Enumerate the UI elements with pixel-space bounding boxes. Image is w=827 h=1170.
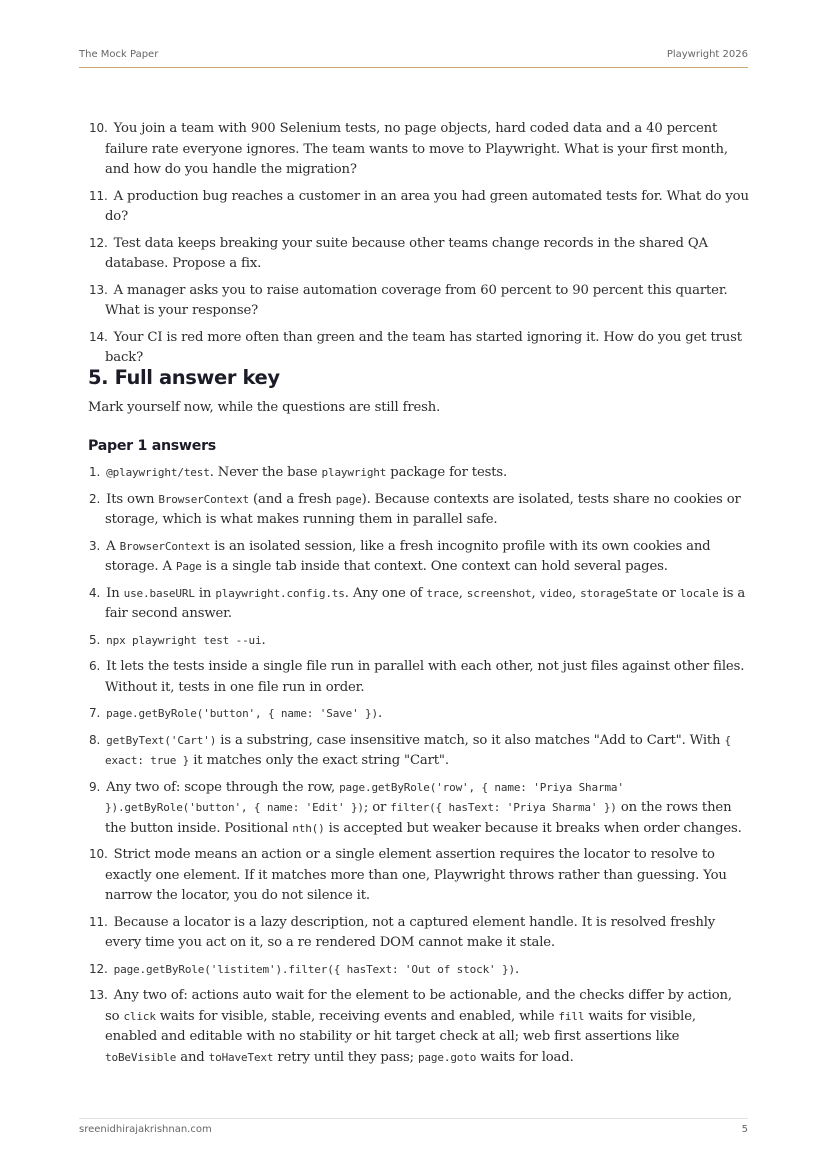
code-snippet: playwright.config.ts (215, 586, 345, 600)
answer-text: (and a fresh (248, 491, 336, 507)
code-snippet: BrowserContext (158, 492, 249, 506)
answer-item-number: 12. (89, 961, 108, 976)
code-snippet: getByText('Cart') (106, 733, 217, 747)
question-item (89, 280, 749, 322)
code-snippet: toHaveText (208, 1050, 274, 1064)
answer-text: package for tests. (386, 465, 508, 480)
code-snippet: playwright (321, 466, 387, 479)
answer-item-number: 11. (89, 914, 108, 929)
answer-item (89, 489, 749, 531)
code-snippet: screenshot (466, 586, 532, 600)
code-snippet: use.baseURL (123, 586, 195, 600)
code-snippet: Page (175, 560, 202, 573)
code-snippet: { exact: true } (105, 733, 731, 767)
answer-text: is a substring, case insensitive match, so it also matches "Add to Cart". With (216, 732, 725, 748)
answer-text: . Never the base (209, 465, 322, 480)
answer-text: ; or (363, 800, 391, 815)
answer-item (89, 777, 749, 840)
question-text: Your CI is red more often than green and the team has started ignoring it. How do you get trust back? (105, 329, 742, 365)
question-item-number: 12. (89, 235, 108, 250)
answer-text: on the rows then the button inside. Positional (105, 800, 732, 836)
answer-item-number: 9. (89, 779, 101, 794)
code-snippet: page (335, 492, 362, 506)
code-snippet: toBeVisible (105, 1050, 177, 1064)
answer-text: It lets the tests inside a single file run in parallel with each other, not just files against other files. Without it, tests in one file run in order. (105, 659, 745, 695)
answer-text: A (106, 538, 120, 554)
question-item-number: 10. (89, 121, 108, 135)
answer-item-number: 5. (89, 632, 101, 647)
answer-text: Any two of: scope through the row, (106, 779, 340, 795)
answer-item (89, 583, 749, 625)
header-subject: Playwright 2026 (666, 49, 748, 60)
question-text: You join a team with 900 Selenium tests, no page objects, hard coded data and a 40 percent failure rate everyone ignores. The team wants to move to Playwright. What is your first month, and how do you handle the migration? (105, 121, 728, 177)
question-list (89, 118, 749, 374)
answer-item-number: 13. (89, 988, 108, 1002)
question-item (89, 118, 749, 181)
answer-item (89, 912, 749, 954)
answer-text: retry until they pass; (273, 1049, 418, 1065)
answer-item-number: 10. (89, 847, 108, 861)
code-snippet: page.goto (417, 1050, 477, 1064)
answer-text: , (531, 585, 540, 601)
code-snippet: fill (558, 1009, 585, 1023)
code-snippet: locale (679, 586, 719, 600)
answer-text: Because a locator is a lazy description, not a captured element handle. It is resolved freshly every time you act on it, so a re rendered DOM cannot make it stale. (105, 914, 716, 950)
code-snippet: npx playwright test --ui (106, 633, 262, 647)
answer-item (89, 656, 749, 698)
answer-text: . (378, 706, 383, 721)
answer-item (89, 462, 749, 484)
answer-text: Its own (106, 491, 159, 507)
answer-text: Any two of: actions auto wait for the element to be actionable, and the checks differ by action, so (105, 988, 732, 1024)
answer-text: ). Because contexts are isolated, tests share no cookies or storage, which is what makes running them in parallel safe. (105, 491, 741, 527)
answer-text: is a fair second answer. (105, 585, 746, 621)
answer-item-number: 8. (89, 732, 101, 747)
question-item (89, 186, 749, 228)
question-text: A manager asks you to raise automation coverage from 60 percent to 90 percent this quarter. What is your response? (105, 282, 728, 318)
page-footer (79, 1118, 748, 1141)
answer-text: is a single tab inside that context. One context can hold several pages. (201, 559, 668, 574)
answer-item (89, 536, 749, 578)
answer-text: In (106, 585, 124, 601)
question-text: A production bug reaches a customer in an area you had green automated tests for. What do you do? (105, 188, 749, 224)
code-snippet: @playwright/test (106, 466, 210, 479)
answer-text: , (458, 585, 467, 601)
section-intro: Mark yourself now, while the questions are still fresh. (88, 400, 441, 415)
code-snippet: storageState (580, 586, 658, 600)
code-snippet: filter({ hasText: 'Priya Sharma' }) (390, 801, 617, 814)
answer-list (89, 462, 749, 1073)
answer-text: is accepted but weaker because it breaks when order changes. (324, 820, 742, 836)
answer-text: in (194, 585, 216, 601)
answer-text: it matches only the exact string "Cart". (189, 753, 449, 768)
answer-text: waits for visible, enabled and editable with no stability or hit target check at all; web first assertions like (105, 1008, 696, 1044)
code-snippet: page.getByRole('row', { name: 'Priya Sharma' }).getByRole('button', { name: 'Edit' }) (105, 780, 624, 814)
answer-item (89, 985, 749, 1068)
answer-item (89, 630, 749, 652)
code-snippet: nth() (292, 821, 325, 835)
answer-item-number: 4. (89, 585, 101, 600)
answer-item-number: 2. (89, 491, 101, 506)
page-header (79, 48, 748, 68)
answer-item (89, 844, 749, 907)
subsection-heading: Paper 1 answers (88, 438, 216, 454)
question-item (89, 327, 749, 369)
code-snippet: page.getByRole('listitem').filter({ hasText: 'Out of stock' }) (113, 962, 515, 976)
answer-item (89, 730, 749, 772)
answer-item (89, 959, 749, 981)
question-item-number: 11. (89, 188, 108, 203)
header-doc-title: The Mock Paper (79, 49, 159, 60)
code-snippet: BrowserContext (119, 539, 211, 553)
question-item-number: 13. (89, 282, 108, 297)
answer-text: or (657, 585, 680, 601)
page-number: 5 (741, 1124, 748, 1135)
section-heading: 5. Full answer key (88, 366, 280, 389)
answer-item-number: 7. (89, 706, 101, 720)
answer-text: . (261, 632, 266, 648)
footer-website: sreenidhirajakrishnan.com (79, 1124, 212, 1135)
question-item (89, 233, 749, 275)
answer-item (89, 703, 749, 725)
answer-text: waits for visible, stable, receiving events and enabled, while (155, 1008, 559, 1024)
question-text: Test data keeps breaking your suite because other teams change records in the shared QA database. Propose a fix. (105, 235, 708, 271)
answer-text: , (571, 585, 581, 601)
answer-text: . (514, 961, 519, 977)
answer-text: and (176, 1049, 209, 1065)
answer-text: waits for load. (476, 1049, 574, 1065)
code-snippet: page.getByRole('button', { name: 'Save' }) (106, 707, 379, 720)
answer-text: Strict mode means an action or a single element assertion requires the locator to resolve to exactly one element. If it matches more than one, Playwright throws rather than guessing. You narrow the locator, you do not silence it. (105, 847, 727, 903)
code-snippet: trace (426, 586, 459, 600)
code-snippet: click (123, 1009, 156, 1023)
answer-item-number: 3. (89, 538, 101, 553)
answer-text: . Any one of (344, 585, 427, 601)
question-item-number: 14. (89, 329, 108, 344)
answer-item-number: 6. (89, 659, 101, 673)
answer-item-number: 1. (89, 465, 101, 479)
answer-text: is an isolated session, like a fresh incognito profile with its own cookies and storage. A (105, 538, 711, 574)
code-snippet: video (539, 586, 572, 600)
